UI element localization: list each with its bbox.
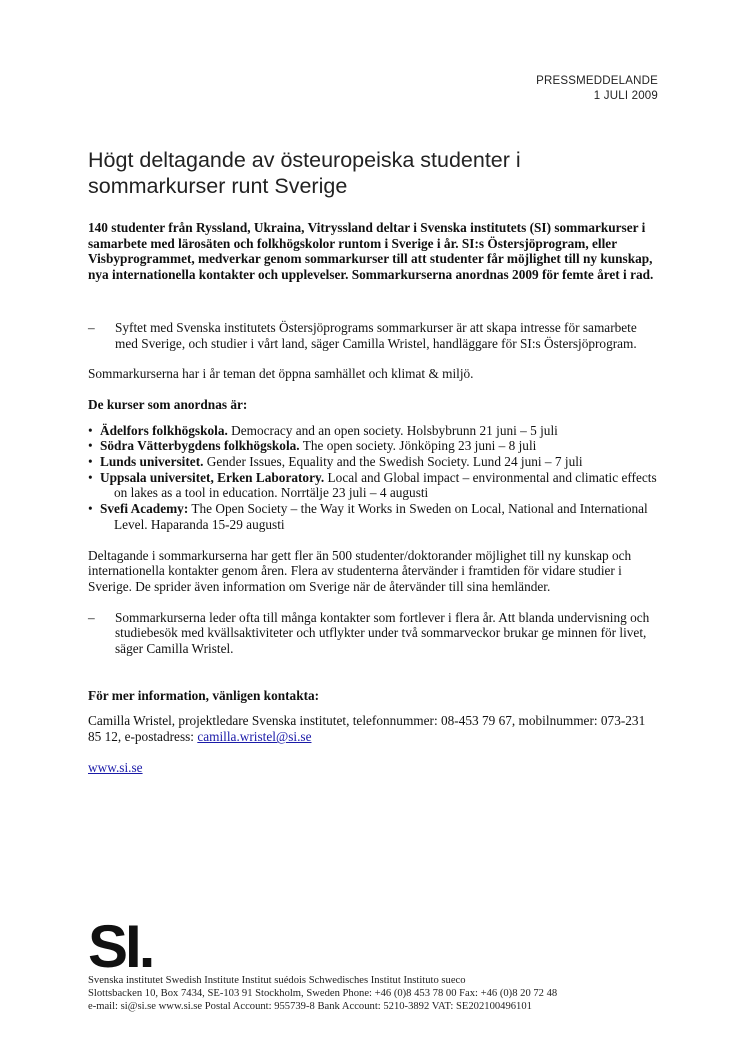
- press-label: PRESSMEDDELANDE: [536, 75, 658, 87]
- contact-paragraph: [88, 713, 660, 744]
- course-detail: The open society. Jönköping 23 juni – 8 juli: [299, 438, 537, 454]
- press-header: [536, 74, 658, 104]
- themes-paragraph: Sommarkurserna har i år teman det öppna samhället och klimat & miljö.: [88, 366, 474, 382]
- course-name: Uppsala universitet, Erken Laboratory.: [100, 469, 325, 485]
- course-detail: The Open Society – the Way it Works in Sweden on Local, National and International Level. Haparanda 15-29 augusti: [114, 501, 648, 532]
- course-name: Södra Vätterbygdens folkhögskola.: [100, 438, 300, 454]
- courses-list: [88, 423, 660, 533]
- lead-paragraph: 140 studenter från Ryssland, Ukraina, Vitryssland deltar i Svenska institutets (SI) sommarkurser i samarbete med lärosäten och folkhögskolor runtom i Sverige i år. SI:s Östersjöprogram, eller Visbyprogrammet, medverkar genom sommarkurser till att studenter får möjlighet till ny kunskap, nya internationella kontakter och upplevelser. Sommarkurserna anordnas 2009 för femte året i rad.: [88, 220, 654, 283]
- logo-text: SI.: [88, 915, 153, 971]
- list-item: [88, 438, 660, 454]
- participation-paragraph: Deltagande i sommarkurserna har gett fler än 500 studenter/doktorander möjlighet till ny kunskap och internationella kontakter genom åren. Flera av studenterna återvänder i framtiden för vidare studier i Sverige. De sprider även information om Sverige när de återvänder till sina hemländer.: [88, 547, 632, 594]
- footer-line-1: Svenska institutet Swedish Institute Institut suédois Schwedisches Institut Instituto sueco: [88, 975, 466, 986]
- quote-paragraph-2: [88, 610, 660, 657]
- course-name: Ädelfors folkhögskola.: [100, 422, 228, 438]
- quote-text: Syftet med Svenska institutets Östersjöprograms sommarkurser är att skapa intresse för samarbete med Sverige, och studier i vårt land, säger Camilla Wristel, handläggare för SI:s Östersjöprogram.: [115, 319, 637, 351]
- page-title: Högt deltagande av östeuropeiska studenter i sommarkurser runt Sverige: [88, 148, 521, 198]
- footer: [88, 974, 557, 1013]
- list-item: [88, 454, 660, 470]
- bullet: •: [88, 454, 93, 470]
- article-body: [88, 220, 660, 791]
- course-name: Lunds universitet.: [100, 454, 204, 470]
- quote-dash: –: [88, 319, 95, 335]
- quote-text: Sommarkurserna leder ofta till många kontakter som fortlever i flera år. Att blanda undervisning och studiebesök med kvällsaktiviteter och utflykter under två sommarveckor brukar ge minnen för livet, säger Camilla Wristel.: [115, 609, 650, 657]
- website-paragraph: [88, 760, 660, 776]
- si-logo: [88, 915, 164, 971]
- bullet: •: [88, 422, 93, 438]
- course-detail: Democracy and an open society. Holsbybrunn 21 juni – 5 juli: [227, 422, 558, 438]
- website-link[interactable]: www.si.se: [88, 759, 143, 775]
- footer-line-3: e-mail: si@si.se www.si.se Postal Account: 955739-8 Bank Account: 5210-3892 VAT: SE202100496101: [88, 1001, 532, 1012]
- press-date: 1 JULI 2009: [593, 90, 658, 102]
- quote-paragraph-1: [88, 320, 660, 351]
- course-detail: Local and Global impact – environmental and climatic effects on lakes as a tool in education. Norrtälje 23 juli – 4 augusti: [114, 469, 657, 501]
- list-item: [88, 501, 660, 532]
- courses-heading: De kurser som anordnas är:: [88, 396, 248, 412]
- list-item: [88, 470, 660, 501]
- bullet: •: [88, 438, 93, 454]
- contact-text: Camilla Wristel, projektledare Svenska institutet, telefonnummer: 08-453 79 67, mobilnummer: 073-231 85 12, e-postadress:: [88, 713, 646, 745]
- list-item: [88, 423, 660, 439]
- contact-heading: För mer information, vänligen kontakta:: [88, 687, 320, 703]
- bullet: •: [88, 469, 93, 485]
- bullet: •: [88, 501, 93, 517]
- email-link[interactable]: camilla.wristel@si.se: [197, 729, 312, 745]
- course-name: Svefi Academy:: [100, 501, 189, 517]
- quote-dash: –: [88, 609, 95, 625]
- course-detail: Gender Issues, Equality and the Swedish Society. Lund 24 juni – 7 juli: [203, 454, 583, 470]
- footer-line-2: Slottsbacken 10, Box 7434, SE-103 91 Stockholm, Sweden Phone: +46 (0)8 453 78 00 Fax: +46 (0)8 20 72 48: [88, 988, 558, 999]
